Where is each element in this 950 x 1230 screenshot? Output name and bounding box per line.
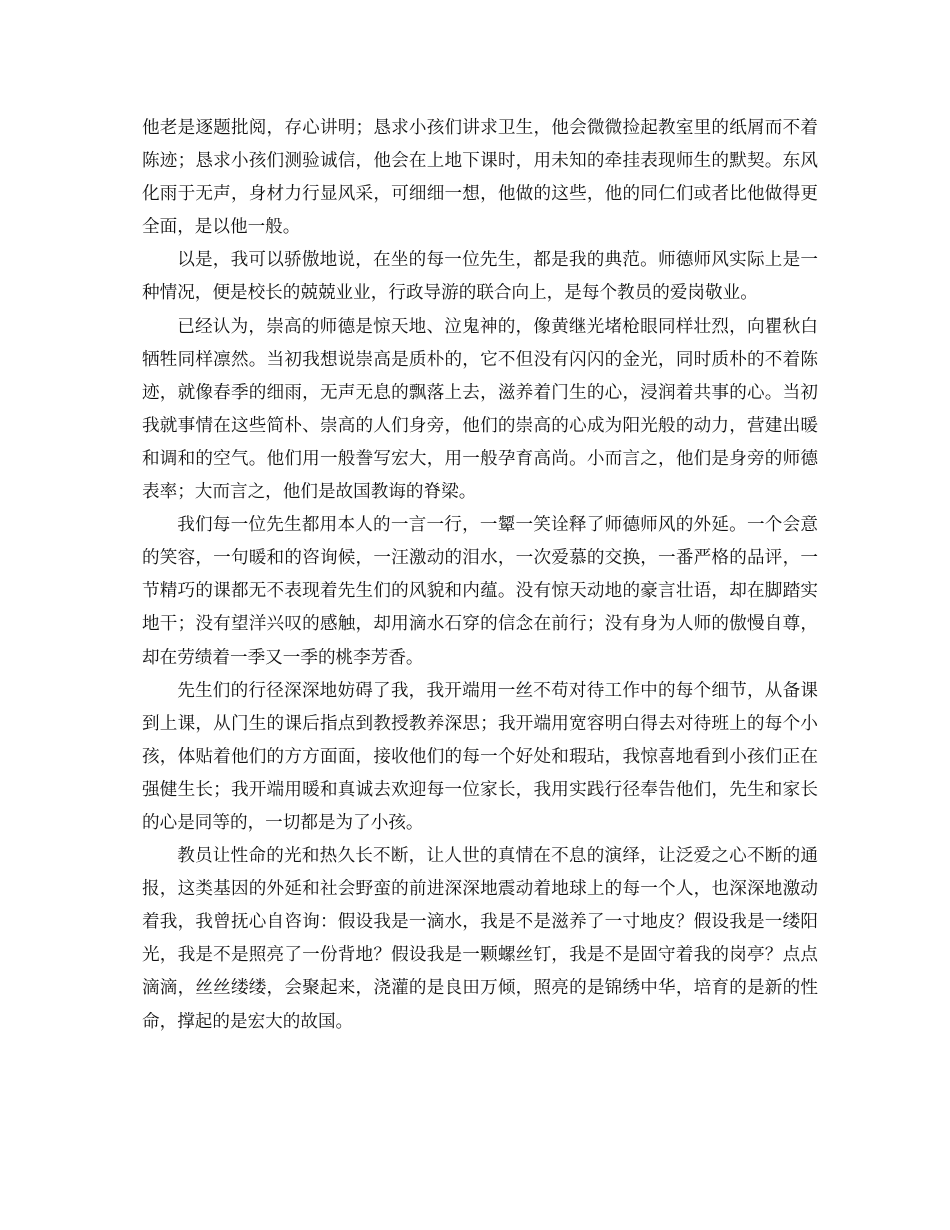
paragraph-2: 以是，我可以骄傲地说，在坐的每一位先生，都是我的典范。师德师风实际上是一种情况，便是校长的兢兢业业，行政导游的联合向上，是每个教员的爱岗敬业。 [142, 250, 818, 304]
document-body [142, 112, 818, 1039]
paragraph-1: 他老是逐题批阅，存心讲明；恳求小孩们讲求卫生，他会微微捡起教室里的纸屑而不着陈迹；恳求小孩们测验诚信，他会在上地下课时，用未知的牵挂表现师生的默契。东风化雨于无声，身材力行显风采，可细细一想，他做的这些，他的同仁们或者比他做得更全面，是以他一般。 [142, 118, 818, 238]
paragraph-5: 先生们的行径深深地妨碍了我，我开端用一丝不苟对待工作中的每个细节，从备课到上课，从门生的课后指点到教授教养深思；我开端用宽容明白得去对待班上的每个小孩，体贴着他们的方方面面，接收他们的每一个好处和瑕玷，我惊喜地看到小孩们正在强健生长；我开端用暖和真诚去欢迎每一位家长，我用实践行径奉告他们，先生和家长的心是同等的，一切都是为了小孩。 [142, 680, 818, 833]
paragraph-4: 我们每一位先生都用本人的一言一行，一颦一笑诠释了师德师风的外延。一个会意的笑容，一句暖和的咨询候，一汪激动的泪水，一次爱慕的交换，一番严格的品评，一节精巧的课都无不表现着先生们的风貌和内蕴。没有惊天动地的豪言壮语，却在脚踏实地干；没有望洋兴叹的感触，却用滴水石穿的信念在前行；没有身为人师的傲慢自尊，却在劳绩着一季又一季的桃李芳香。 [142, 515, 818, 668]
paragraph-6: 教员让性命的光和热久长不断，让人世的真情在不息的演绎，让泛爱之心不断的通报，这类基因的外延和社会野蛮的前进深深地震动着地球上的每一个人，也深深地激动着我，我曾抚心自咨询：假设我是一滴水，我是不是滋养了一寸地皮？假设我是一缕阳光，我是不是照亮了一份背地？假设我是一颗螺丝钉，我是不是固守着我的岗亭？点点滴滴，丝丝缕缕，会聚起来，浇灌的是良田万倾，照亮的是锦绣中华，培育的是新的性命，撑起的是宏大的故国。 [142, 846, 818, 1032]
paragraph-3: 已经认为，崇高的师德是惊天地、泣鬼神的，像黄继光堵枪眼同样壮烈，向瞿秋白牺牲同样凛然。当初我想说崇高是质朴的，它不但没有闪闪的金光，同时质朴的不着陈迹，就像春季的细雨，无声无息的飘落上去，滋养着门生的心，浸润着共事的心。当初我就事情在这些简朴、崇高的人们身旁，他们的崇高的心成为阳光般的动力，营建出暖和调和的空气。他们用一般誊写宏大，用一般孕育高尚。小而言之，他们是身旁的师德表率；大而言之，他们是故国教诲的脊梁。 [142, 316, 818, 503]
